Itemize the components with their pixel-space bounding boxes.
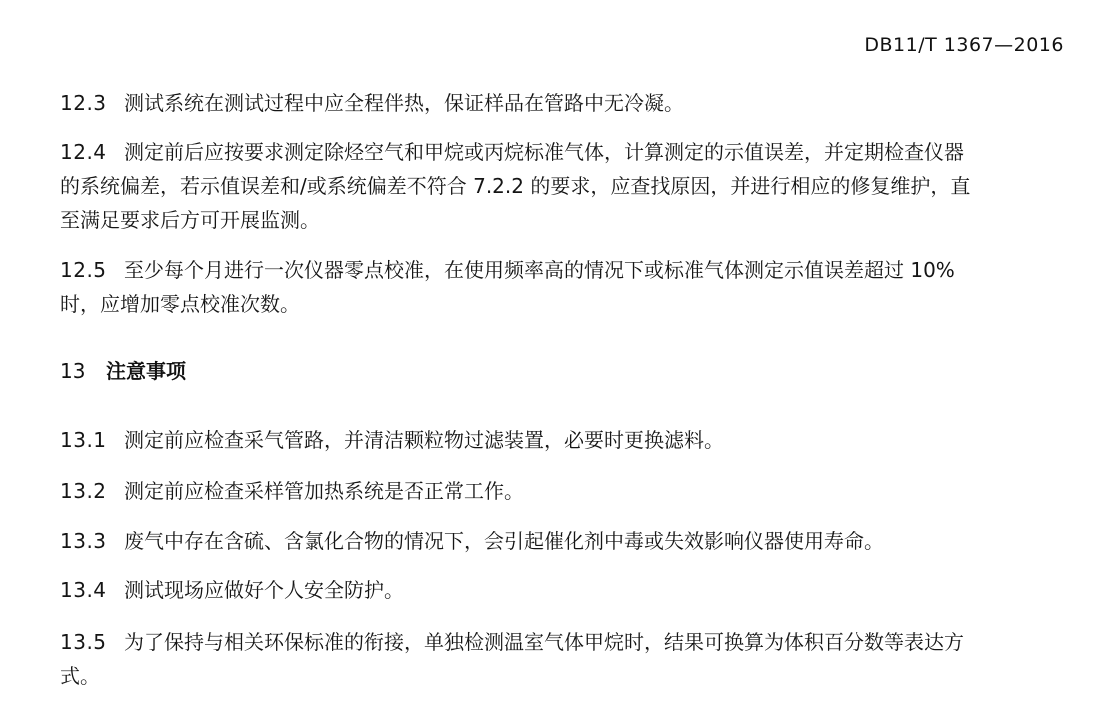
clause-number: 13.3: [60, 529, 107, 553]
clause-number: 13.2: [60, 479, 107, 503]
clause-number: 13.1: [60, 428, 107, 452]
section-title: 注意事项: [106, 359, 186, 383]
clause-13-5: [60, 625, 1080, 693]
clause-text: 测定前应检查采样管加热系统是否正常工作。: [124, 479, 524, 503]
clause-text-line-3: 至满足要求后方可开展监测。: [60, 208, 320, 232]
clause-13-2: [60, 474, 1080, 508]
section-13-heading: [60, 354, 186, 388]
clause-13-3: [60, 524, 1080, 558]
clause-text: 测试系统在测试过程中应全程伴热，保证样品在管路中无冷凝。: [124, 91, 684, 115]
clause-12-5: [60, 253, 1080, 321]
clause-text-line-1: 测定前后应按要求测定除烃空气和甲烷或丙烷标准气体，计算测定的示值误差，并定期检查仪器: [124, 140, 964, 164]
clause-text: 废气中存在含硫、含氯化合物的情况下，会引起催化剂中毒或失效影响仪器使用寿命。: [124, 529, 884, 553]
clause-text: 测试现场应做好个人安全防护。: [124, 578, 404, 602]
clause-13-1: [60, 423, 1080, 457]
clause-text: 测定前应检查采气管路，并清洁颗粒物过滤装置，必要时更换滤料。: [124, 428, 724, 452]
clause-number: 12.3: [60, 91, 107, 115]
section-number: 13: [60, 359, 86, 383]
clause-text-line-2: 时，应增加零点校准次数。: [60, 292, 300, 316]
clause-text-line-1: 至少每个月进行一次仪器零点校准，在使用频率高的情况下或标准气体测定示值误差超过 10%: [124, 258, 955, 282]
clause-text-line-2: 的系统偏差，若示值误差和/或系统偏差不符合 7.2.2 的要求，应查找原因，并进行相应的修复维护，直: [60, 174, 971, 198]
document-header-code: DB11/T 1367—2016: [864, 34, 1064, 56]
clause-12-3: [60, 86, 1080, 120]
clause-number: 13.4: [60, 578, 107, 602]
clause-12-4: [60, 135, 1080, 237]
clause-number: 13.5: [60, 630, 107, 654]
clause-13-4: [60, 573, 1080, 607]
clause-number: 12.4: [60, 140, 107, 164]
clause-number: 12.5: [60, 258, 107, 282]
clause-text-line-1: 为了保持与相关环保标准的衔接，单独检测温室气体甲烷时，结果可换算为体积百分数等表达方: [124, 630, 964, 654]
clause-text-line-2: 式。: [60, 664, 100, 688]
